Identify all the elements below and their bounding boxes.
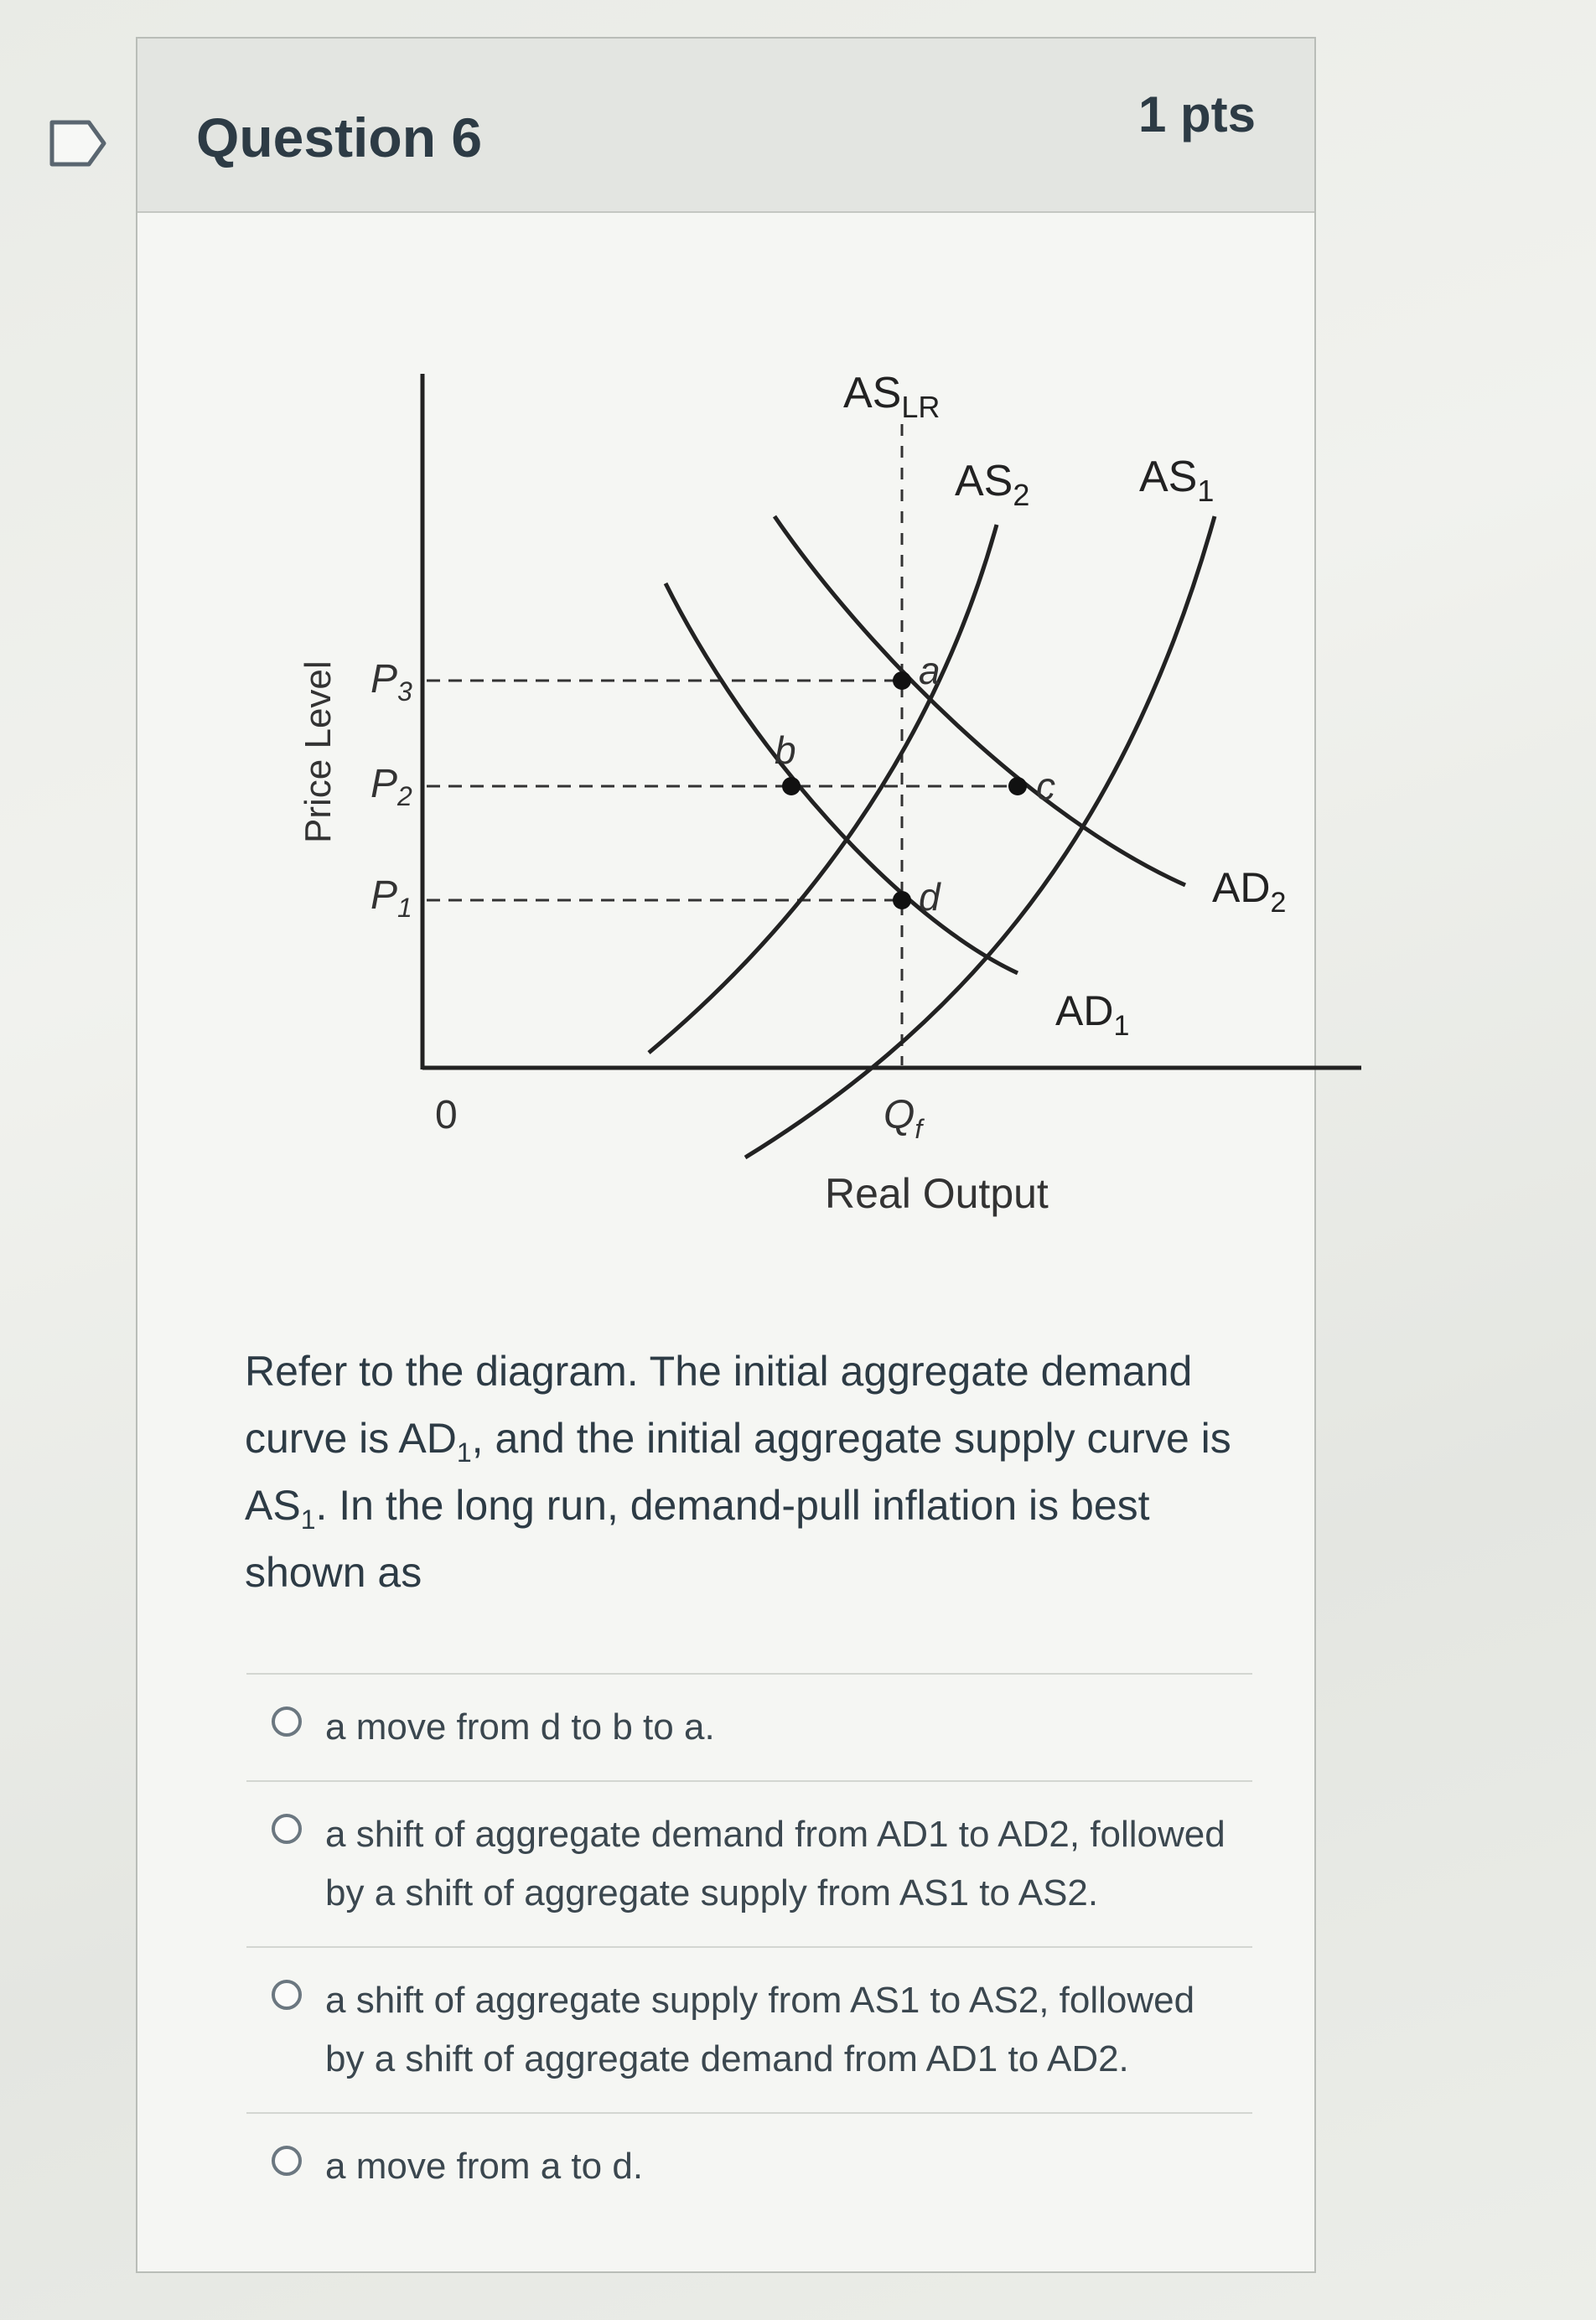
as2-label: $AS_2$ (955, 457, 1030, 512)
ad1-curve (666, 583, 1018, 973)
answer-option-2[interactable] (246, 1780, 1252, 1946)
answer-option-1[interactable] (246, 1673, 1252, 1780)
point-c-label: c (1036, 764, 1055, 808)
point-b (782, 777, 801, 795)
as1-label: $AS_1$ (1139, 453, 1215, 508)
as-ad-diagram (213, 315, 1420, 1237)
radio-button[interactable] (272, 1980, 302, 2010)
answer-label: a move from a to d. (325, 2146, 644, 2187)
question-points: 1 pts (1137, 86, 1256, 142)
point-a-label: a (919, 649, 940, 692)
y-axis-label: Price Level (298, 660, 339, 843)
point-c (1008, 777, 1027, 795)
question-card (136, 37, 1316, 2273)
radio-button[interactable] (272, 1706, 302, 1737)
point-d (893, 891, 911, 909)
ad2-label: $AD_2$ (1212, 864, 1287, 919)
as2-curve (649, 525, 997, 1053)
point-a (893, 671, 911, 690)
bookmark-icon[interactable] (49, 119, 107, 168)
ad1-label: $AD_1$ (1055, 987, 1130, 1042)
answer-label: a shift of aggregate demand from AD1 to AD2, followed by a shift of aggregate supply from AS1 to AS2. (325, 1814, 1226, 1913)
price-label-p3: $P_3$ (370, 657, 412, 707)
price-label-p2: $P_2$ (370, 762, 412, 811)
point-d-label: d (919, 875, 940, 919)
radio-button[interactable] (272, 1814, 302, 1844)
question-title: Question 6 (196, 106, 483, 168)
as-lr-label: $AS_{LR}$ (843, 369, 940, 424)
radio-button[interactable] (272, 2146, 302, 2176)
answer-label: a shift of aggregate supply from AS1 to AS2, followed by a shift of aggregate demand from AD1 to AD2. (325, 1980, 1195, 2079)
answer-label: a move from d to b to a. (325, 1706, 715, 1748)
x-axis-label: Real Output (825, 1170, 1049, 1217)
price-label-p1: $P_1$ (370, 873, 412, 923)
qf-label: $Q_f$ (884, 1093, 923, 1144)
question-prompt: Refer to the diagram. The initial aggregate demand curve is $AD_1$, and the initial aggregate supply curve is $AS_1$. In the long run, demand-pull inflation is best shown as (245, 1348, 1231, 1596)
answer-list (246, 1673, 1252, 2219)
answer-option-4[interactable] (246, 2112, 1252, 2219)
question-header (137, 39, 1314, 213)
origin-label: 0 (435, 1093, 458, 1137)
as1-curve (745, 516, 1215, 1157)
answer-option-3[interactable] (246, 1946, 1252, 2112)
point-b-label: b (775, 728, 796, 772)
